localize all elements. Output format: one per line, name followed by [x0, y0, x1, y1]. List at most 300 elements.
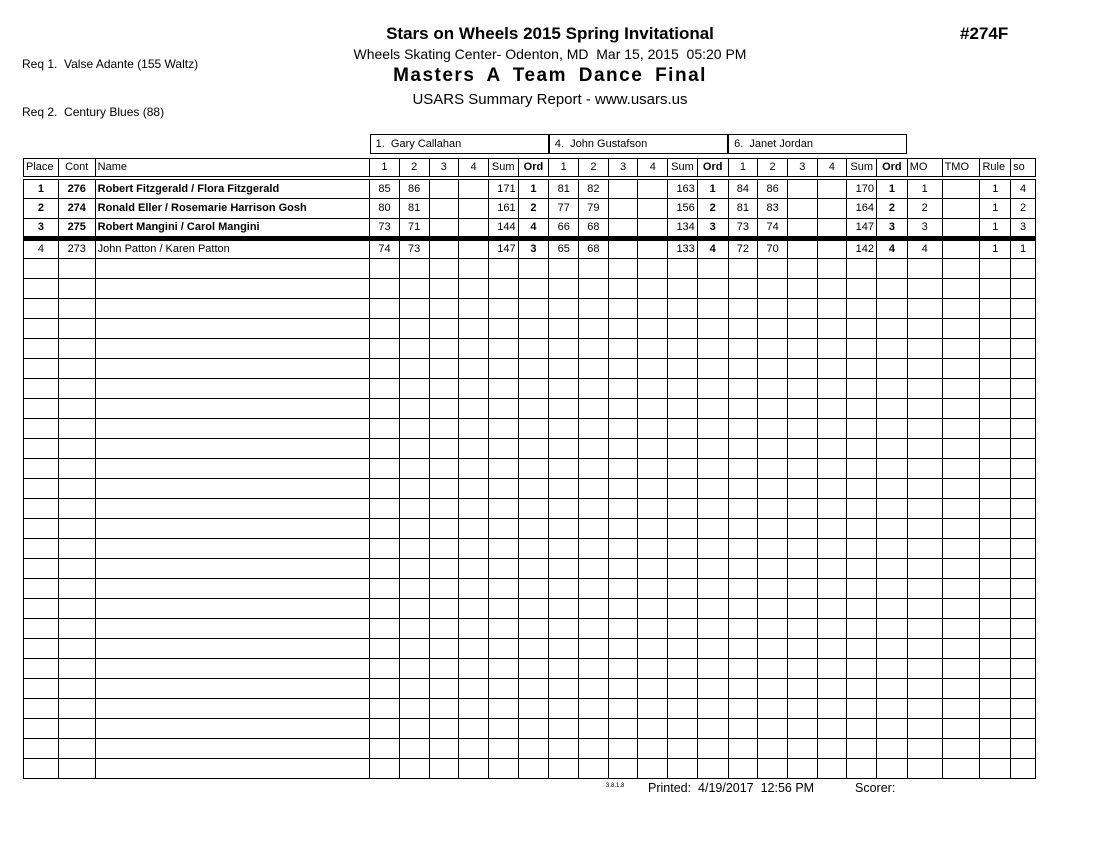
ord-cell: 3 [877, 218, 908, 238]
empty-cell [980, 438, 1011, 458]
empty-cell [668, 718, 698, 738]
empty-cell [942, 618, 980, 638]
empty-cell [459, 478, 489, 498]
empty-cell [608, 738, 638, 758]
empty-cell [518, 658, 549, 678]
empty-cell [95, 398, 369, 418]
empty-cell [58, 318, 95, 338]
empty-cell [549, 578, 579, 598]
empty-cell [24, 318, 59, 338]
empty-cell [907, 398, 942, 418]
empty-cell [668, 698, 698, 718]
empty-cell [758, 758, 788, 778]
empty-cell [847, 418, 877, 438]
empty-cell [518, 758, 549, 778]
empty-cell [370, 278, 400, 298]
empty-cell [518, 678, 549, 698]
empty-cell [847, 378, 877, 398]
empty-cell [728, 298, 758, 318]
empty-cell [980, 378, 1011, 398]
empty-cell [907, 458, 942, 478]
empty-cell [429, 578, 459, 598]
empty-cell [942, 738, 980, 758]
empty-cell [1011, 698, 1036, 718]
empty-cell [58, 338, 95, 358]
empty-cell [518, 718, 549, 738]
empty-cell [758, 498, 788, 518]
empty-cell [488, 598, 518, 618]
empty-cell [758, 638, 788, 658]
empty-cell [518, 638, 549, 658]
empty-cell [95, 598, 369, 618]
empty-cell [980, 478, 1011, 498]
empty-cell [980, 518, 1011, 538]
mo-cell: 4 [907, 238, 942, 258]
empty-cell [728, 658, 758, 678]
empty-cell [1011, 398, 1036, 418]
empty-cell [518, 498, 549, 518]
empty-cell [1011, 278, 1036, 298]
empty-cell [24, 538, 59, 558]
empty-cell [24, 598, 59, 618]
empty-cell [429, 618, 459, 638]
empty-cell [907, 258, 942, 278]
empty-cell [24, 658, 59, 678]
empty-cell [399, 518, 429, 538]
empty-cell [817, 258, 847, 278]
empty-cell [907, 558, 942, 578]
empty-cell [370, 598, 400, 618]
mo-cell: 1 [907, 178, 942, 198]
empty-cell [95, 678, 369, 698]
empty-cell [942, 558, 980, 578]
empty-cell [24, 718, 59, 738]
empty-cell [399, 678, 429, 698]
empty-cell [668, 498, 698, 518]
empty-cell [429, 738, 459, 758]
empty-cell [728, 538, 758, 558]
empty-cell [817, 758, 847, 778]
empty-cell [847, 498, 877, 518]
empty-cell [728, 338, 758, 358]
scorer-label: Scorer: [855, 781, 896, 795]
empty-cell [817, 478, 847, 498]
empty-cell [697, 258, 728, 278]
empty-cell [399, 698, 429, 718]
empty-cell [638, 738, 668, 758]
empty-cell [518, 478, 549, 498]
place-cell: 4 [24, 238, 59, 258]
sum-cell: 164 [847, 198, 877, 218]
empty-cell [697, 618, 728, 638]
empty-cell [95, 558, 369, 578]
empty-cell [488, 398, 518, 418]
empty-cell [399, 458, 429, 478]
empty-cell [638, 418, 668, 438]
empty-cell [24, 498, 59, 518]
judge-row-spacer [907, 134, 1035, 158]
empty-cell [579, 698, 609, 718]
header-name: Name [95, 158, 369, 178]
empty-cell [608, 698, 638, 718]
empty-cell [429, 518, 459, 538]
empty-cell [608, 438, 638, 458]
header-score: Sum [847, 158, 877, 178]
empty-cell [370, 358, 400, 378]
empty-cell [638, 638, 668, 658]
competition-title: Stars on Wheels 2015 Spring Invitational [386, 24, 714, 43]
header-ord: Ord [697, 158, 728, 178]
empty-cell [608, 478, 638, 498]
empty-cell [668, 378, 698, 398]
empty-cell [370, 758, 400, 778]
score-cell: 73 [399, 238, 429, 258]
empty-cell [907, 278, 942, 298]
empty-cell [980, 758, 1011, 778]
empty-cell [399, 558, 429, 578]
empty-cell [459, 578, 489, 598]
header-ord: Ord [518, 158, 549, 178]
empty-cell [942, 418, 980, 438]
header-so: so [1011, 158, 1036, 178]
empty-cell [847, 478, 877, 498]
empty-cell [787, 418, 817, 438]
empty-cell [980, 318, 1011, 338]
empty-cell [787, 538, 817, 558]
empty-cell [697, 598, 728, 618]
header-score: 2 [579, 158, 609, 178]
empty-cell [697, 538, 728, 558]
empty-cell [24, 698, 59, 718]
empty-cell [429, 258, 459, 278]
empty-cell [787, 638, 817, 658]
empty-cell [877, 298, 908, 318]
empty-cell [399, 358, 429, 378]
empty-cell [668, 318, 698, 338]
header-score: 4 [817, 158, 847, 178]
judge-name-label-3: 6. Janet Jordan [728, 134, 907, 154]
empty-cell [728, 718, 758, 738]
empty-cell [488, 298, 518, 318]
empty-cell [907, 538, 942, 558]
empty-cell [549, 758, 579, 778]
empty-cell [942, 438, 980, 458]
empty-cell [459, 698, 489, 718]
empty-cell [518, 738, 549, 758]
so-cell: 1 [1011, 238, 1036, 258]
score-cell [638, 238, 668, 258]
empty-cell [787, 738, 817, 758]
empty-cell [429, 358, 459, 378]
empty-cell [758, 538, 788, 558]
empty-cell [429, 298, 459, 318]
empty-cell [370, 558, 400, 578]
empty-cell [1011, 498, 1036, 518]
empty-cell [668, 658, 698, 678]
empty-cell [877, 498, 908, 518]
empty-cell [817, 518, 847, 538]
empty-cell [579, 638, 609, 658]
name-cell: Robert Mangini / Carol Mangini [95, 218, 369, 238]
empty-cell [488, 718, 518, 738]
empty-cell [638, 378, 668, 398]
empty-cell [1011, 638, 1036, 658]
empty-cell [758, 658, 788, 678]
empty-cell [758, 338, 788, 358]
empty-cell [549, 498, 579, 518]
empty-cell [488, 438, 518, 458]
score-cell [429, 238, 459, 258]
empty-cell [488, 578, 518, 598]
empty-cell [942, 678, 980, 698]
empty-cell [877, 518, 908, 538]
empty-cell [787, 478, 817, 498]
empty-cell [787, 678, 817, 698]
empty-cell [728, 418, 758, 438]
empty-cell [787, 558, 817, 578]
empty-cell [728, 698, 758, 718]
empty-cell [877, 758, 908, 778]
empty-cell [459, 638, 489, 658]
empty-cell [638, 478, 668, 498]
empty-cell [549, 618, 579, 638]
sum-cell: 133 [668, 238, 698, 258]
empty-cell [980, 578, 1011, 598]
empty-cell [608, 258, 638, 278]
empty-cell [942, 358, 980, 378]
empty-cell [24, 378, 59, 398]
empty-cell [488, 518, 518, 538]
empty-cell [787, 258, 817, 278]
header-score: 4 [638, 158, 668, 178]
tmo-cell [942, 178, 980, 198]
ord-cell: 2 [877, 198, 908, 218]
empty-cell [24, 618, 59, 638]
empty-cell [370, 538, 400, 558]
empty-cell [370, 298, 400, 318]
rule-cell: 1 [980, 238, 1011, 258]
empty-cell [95, 338, 369, 358]
empty-cell [24, 338, 59, 358]
empty-cell [638, 258, 668, 278]
empty-cell [787, 338, 817, 358]
empty-cell [847, 758, 877, 778]
empty-cell [697, 498, 728, 518]
empty-cell [787, 618, 817, 638]
empty-cell [370, 518, 400, 538]
empty-cell [817, 578, 847, 598]
empty-cell [579, 738, 609, 758]
empty-cell [608, 638, 638, 658]
empty-cell [549, 378, 579, 398]
empty-cell [817, 658, 847, 678]
empty-cell [549, 558, 579, 578]
empty-cell [608, 678, 638, 698]
empty-cell [95, 378, 369, 398]
header-score: 3 [787, 158, 817, 178]
empty-cell [668, 438, 698, 458]
empty-cell [847, 278, 877, 298]
empty-cell [907, 698, 942, 718]
empty-cell [549, 718, 579, 738]
empty-cell [847, 518, 877, 538]
empty-cell [697, 378, 728, 398]
empty-cell [877, 578, 908, 598]
empty-cell [399, 638, 429, 658]
sum-cell: 170 [847, 178, 877, 198]
empty-cell [58, 538, 95, 558]
score-cell: 71 [399, 218, 429, 238]
empty-cell [787, 298, 817, 318]
empty-cell [429, 418, 459, 438]
score-cell: 82 [579, 178, 609, 198]
score-cell: 73 [370, 218, 400, 238]
empty-cell [24, 438, 59, 458]
empty-cell [24, 578, 59, 598]
empty-cell [459, 558, 489, 578]
ord-cell: 4 [697, 238, 728, 258]
empty-cell [697, 478, 728, 498]
empty-cell [95, 418, 369, 438]
empty-cell [728, 678, 758, 698]
empty-cell [668, 618, 698, 638]
empty-cell [758, 738, 788, 758]
ord-cell: 4 [877, 238, 908, 258]
empty-cell [58, 518, 95, 538]
empty-cell [549, 318, 579, 338]
empty-cell [907, 478, 942, 498]
empty-cell [459, 398, 489, 418]
empty-cell [817, 338, 847, 358]
empty-cell [608, 578, 638, 598]
empty-cell [817, 378, 847, 398]
empty-cell [980, 458, 1011, 478]
sum-cell: 134 [668, 218, 698, 238]
empty-cell [758, 518, 788, 538]
empty-cell [608, 378, 638, 398]
empty-cell [668, 738, 698, 758]
empty-cell [95, 638, 369, 658]
report-type-line: USARS Summary Report - www.usars.us [412, 91, 688, 108]
empty-cell [370, 338, 400, 358]
empty-cell [370, 618, 400, 638]
empty-cell [579, 278, 609, 298]
empty-cell [488, 758, 518, 778]
ord-cell: 1 [697, 178, 728, 198]
empty-cell [24, 458, 59, 478]
empty-cell [608, 398, 638, 418]
empty-cell [877, 398, 908, 418]
empty-cell [847, 398, 877, 418]
empty-cell [429, 398, 459, 418]
empty-cell [877, 338, 908, 358]
header-tmo: TMO [942, 158, 980, 178]
empty-cell [758, 478, 788, 498]
score-cell [817, 198, 847, 218]
empty-cell [942, 298, 980, 318]
empty-cell [668, 598, 698, 618]
score-cell: 81 [728, 198, 758, 218]
empty-cell [399, 258, 429, 278]
empty-cell [942, 538, 980, 558]
empty-cell [907, 578, 942, 598]
empty-cell [579, 538, 609, 558]
empty-cell [907, 378, 942, 398]
score-cell: 65 [549, 238, 579, 258]
judge-name-label-1: 1. Gary Callahan [370, 134, 549, 154]
empty-cell [877, 318, 908, 338]
score-cell [817, 238, 847, 258]
empty-cell [608, 358, 638, 378]
empty-cell [95, 518, 369, 538]
score-cell [608, 238, 638, 258]
empty-cell [758, 318, 788, 338]
empty-cell [758, 598, 788, 618]
empty-cell [847, 698, 877, 718]
empty-cell [728, 498, 758, 518]
empty-cell [668, 758, 698, 778]
empty-cell [758, 698, 788, 718]
empty-cell [579, 718, 609, 738]
empty-cell [488, 638, 518, 658]
empty-cell [817, 458, 847, 478]
empty-cell [459, 678, 489, 698]
empty-cell [668, 458, 698, 478]
empty-cell [697, 698, 728, 718]
empty-cell [1011, 358, 1036, 378]
empty-cell [399, 598, 429, 618]
empty-cell [370, 638, 400, 658]
empty-cell [980, 358, 1011, 378]
score-cell [817, 218, 847, 238]
empty-cell [942, 398, 980, 418]
empty-cell [58, 718, 95, 738]
mo-cell: 3 [907, 218, 942, 238]
empty-cell [549, 658, 579, 678]
empty-cell [58, 458, 95, 478]
empty-cell [817, 318, 847, 338]
name-cell: Ronald Eller / Rosemarie Harrison Gosh [95, 198, 369, 218]
empty-cell [58, 678, 95, 698]
empty-cell [787, 318, 817, 338]
empty-cell [758, 278, 788, 298]
empty-cell [579, 258, 609, 278]
cont-cell: 275 [58, 218, 95, 238]
tmo-cell [942, 218, 980, 238]
cont-cell: 276 [58, 178, 95, 198]
score-cell: 86 [399, 178, 429, 198]
header-score: Sum [488, 158, 518, 178]
empty-cell [668, 258, 698, 278]
empty-cell [429, 458, 459, 478]
empty-cell [847, 538, 877, 558]
empty-cell [787, 278, 817, 298]
score-cell [638, 178, 668, 198]
empty-cell [728, 758, 758, 778]
empty-cell [549, 478, 579, 498]
empty-cell [370, 498, 400, 518]
empty-cell [817, 598, 847, 618]
empty-cell [58, 658, 95, 678]
empty-cell [942, 638, 980, 658]
score-cell: 81 [399, 198, 429, 218]
empty-cell [942, 378, 980, 398]
empty-cell [95, 258, 369, 278]
sum-cell: 147 [488, 238, 518, 258]
empty-cell [58, 418, 95, 438]
empty-cell [518, 358, 549, 378]
empty-cell [1011, 438, 1036, 458]
